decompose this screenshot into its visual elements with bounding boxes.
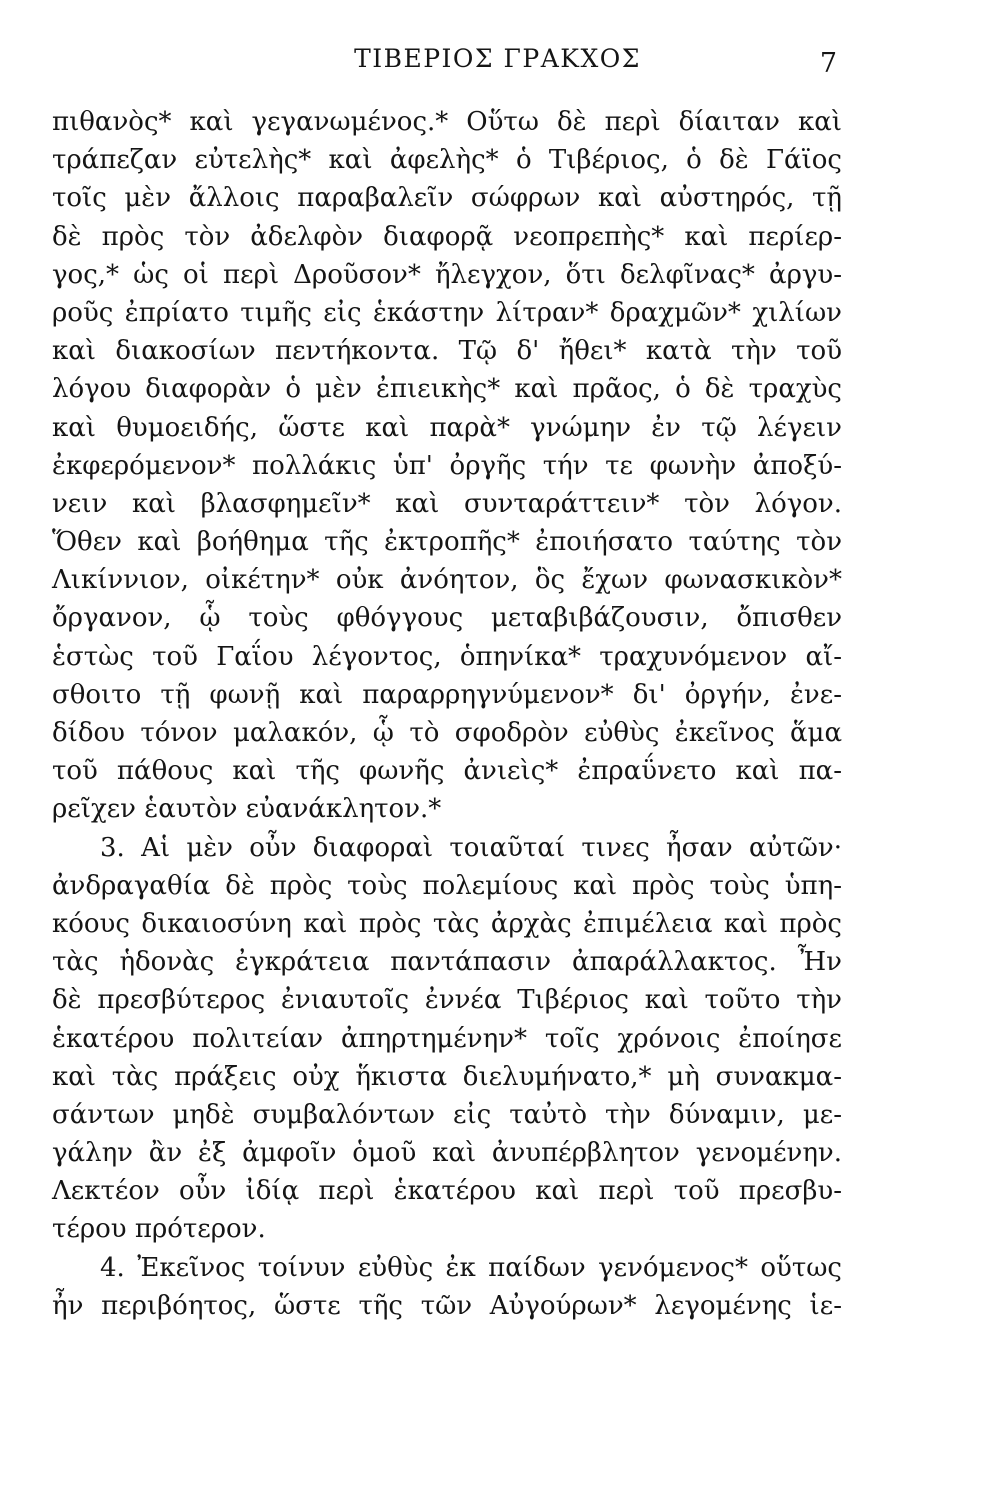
paragraph-end-line: τέρου πρότερον. xyxy=(52,1214,266,1245)
text-line: νειν καὶ βλασφημεῖν* καὶ συνταράττειν* τὸν λόγον. xyxy=(52,488,842,519)
text-line: γος,* ὡς οἱ περὶ Δροῦσον* ἤλεγχον, ὅτι δελφῖνας* ἀργυ- xyxy=(52,259,842,290)
text-line: τράπεζαν εὐτελὴς* καὶ ἀφελὴς* ὁ Τιβέριος, ὁ δὲ Γάϊος xyxy=(52,145,842,176)
section-3-start-line: 3. Αἱ μὲν οὖν διαφοραὶ τοιαῦταί τινες ἦσαν αὐτῶν· xyxy=(100,832,842,863)
text-line: δὲ πρεσβύτερος ἐνιαυτοῖς ἐννέα Τιβέριος καὶ τοῦτο τὴν xyxy=(52,985,842,1016)
paragraph-end-line: ρεῖχεν ἑαυτὸν εὐανάκλητον.* xyxy=(52,794,442,825)
text-line: Ὅθεν καὶ βοήθημα τῆς ἐκτροπῆς* ἐποιήσατο ταύτης τὸν xyxy=(52,527,842,558)
text-line: δίδου τόνον μαλακόν, ᾧ τὸ σφοδρὸν εὐθὺς ἐκεῖνος ἅμα xyxy=(52,718,842,748)
text-line: γάλην ἂν ἐξ ἀμφοῖν ὁμοῦ καὶ ἀνυπέρβλητον γενομένην. xyxy=(52,1138,842,1169)
text-line: τοῖς μὲν ἄλλοις παραβαλεῖν σώφρων καὶ αὐστηρός, τῇ xyxy=(52,183,842,214)
text-line: σθοιτο τῇ φωνῇ καὶ παραρρηγνύμενον* δι' ὀργήν, ἐνε- xyxy=(52,679,842,710)
text-line: Λικίννιον, οἰκέτην* οὐκ ἀνόητον, ὃς ἔχων φωνασκικὸν* xyxy=(52,565,842,596)
text-line: ὄργανον, ᾧ τοὺς φθόγγους μεταβιβάζουσιν, ὄπισθεν xyxy=(52,603,842,634)
running-title: ΤΙΒΕΡΙΟΣ ΓΡΑΚΧΟΣ xyxy=(354,44,641,73)
text-line: ἦν περιβόητος, ὥστε τῆς τῶν Αὐγούρων* λεγομένης ἱε- xyxy=(52,1290,842,1321)
text-line: ἑκατέρου πολιτείαν ἀπηρτημένην* τοῖς χρόνοις ἐποίησε xyxy=(52,1023,842,1054)
text-line: καὶ θυμοειδής, ὥστε καὶ παρὰ* γνώμην ἐν τῷ λέγειν xyxy=(52,412,842,443)
text-line: Λεκτέον οὖν ἰδίᾳ περὶ ἑκατέρου καὶ περὶ τοῦ πρεσβυ- xyxy=(52,1176,842,1207)
text-line: τὰς ἡδονὰς ἐγκράτεια παντάπασιν ἀπαράλλακτος. Ἦν xyxy=(52,947,842,978)
page-number: 7 xyxy=(819,48,837,79)
text-line: καὶ τὰς πράξεις οὐχ ἥκιστα διελυμήνατο,* μὴ συνακμα- xyxy=(52,1061,842,1092)
text-line: ἐκφερόμενον* πολλάκις ὑπ' ὀργῆς τήν τε φωνὴν ἀποξύ- xyxy=(52,450,842,481)
text-line: ἑστὼς τοῦ Γαΐου λέγοντος, ὁπηνίκα* τραχυνόμενον αἴ- xyxy=(52,641,842,672)
text-line: πιθανὸς* καὶ γεγανωμένος.* Οὕτω δὲ περὶ δίαιταν καὶ xyxy=(52,107,842,137)
text-line: σάντων μηδὲ συμβαλόντων εἰς ταὐτὸ τὴν δύναμιν, με- xyxy=(52,1099,842,1130)
text-line: λόγου διαφορὰν ὁ μὲν ἐπιεικὴς* καὶ πρᾶος, ὁ δὲ τραχὺς xyxy=(52,374,842,405)
text-line: τοῦ πάθους καὶ τῆς φωνῆς ἀνιεὶς* ἐπραΰνετο καὶ πα- xyxy=(52,756,842,787)
text-line: ἀνδραγαθία δὲ πρὸς τοὺς πολεμίους καὶ πρὸς τοὺς ὑπη- xyxy=(52,870,842,901)
section-4-start-line: 4. Ἐκεῖνος τοίνυν εὐθὺς ἐκ παίδων γενόμενος* οὕτως xyxy=(100,1252,842,1283)
text-line: κόους δικαιοσύνη καὶ πρὸς τὰς ἀρχὰς ἐπιμέλεια καὶ πρὸς xyxy=(52,908,842,939)
text-line: ροῦς ἐπρίατο τιμῆς εἰς ἑκάστην λίτραν* δραχμῶν* χιλίων xyxy=(52,297,842,328)
text-body xyxy=(52,103,842,1325)
text-line: δὲ πρὸς τὸν ἀδελφὸν διαφορᾷ νεοπρεπὴς* καὶ περίερ- xyxy=(52,221,842,252)
text-line: καὶ διακοσίων πεντήκοντα. Τῷ δ' ἤθει* κατὰ τὴν τοῦ xyxy=(52,336,842,367)
running-head xyxy=(0,40,995,80)
